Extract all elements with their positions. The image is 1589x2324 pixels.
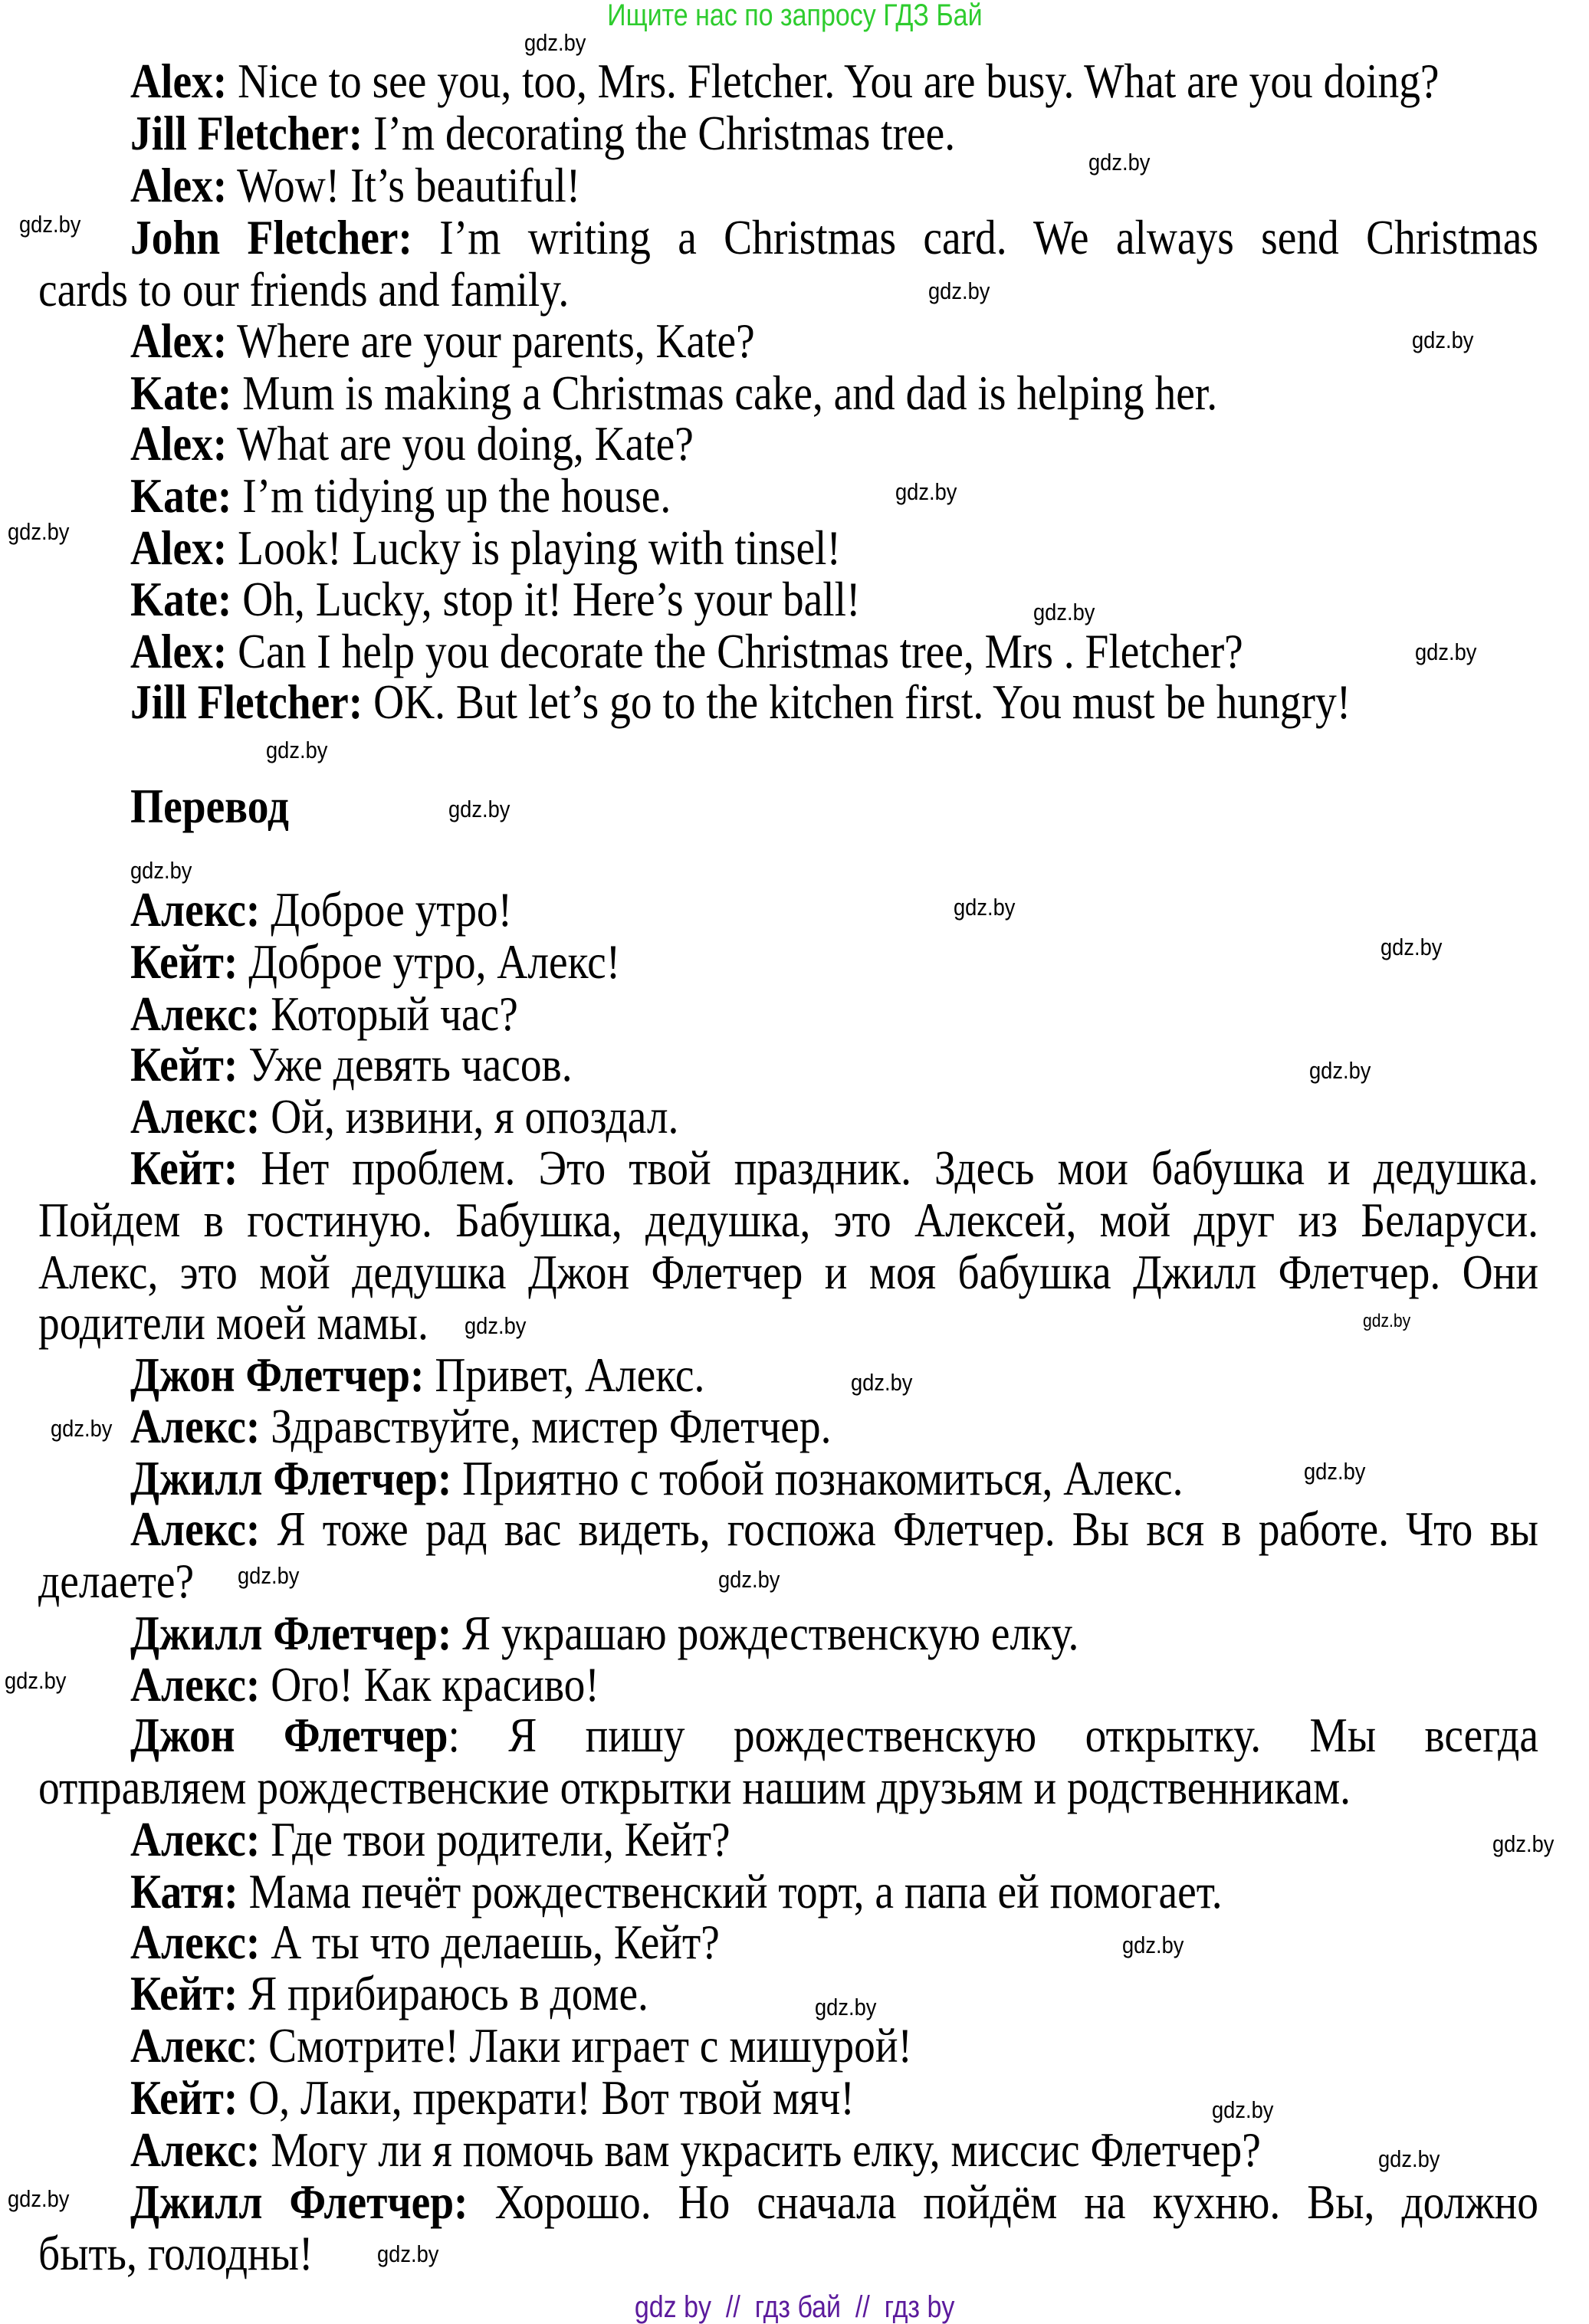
speaker-name: Кейт: [130,1141,238,1195]
line-text: Доброе утро! [260,883,513,937]
dialogue-line [130,1915,720,1969]
watermark-text: gdz.by [266,737,328,763]
dialogue-line [130,1609,1078,1658]
search-banner [0,0,1589,31]
dialogue-line [130,469,671,523]
speaker-name: Alex: [130,625,228,678]
dialogue-line [130,935,621,989]
dialogue-line [130,1865,1223,1919]
line-text: : Смотрите! Лаки играет с мишурой! [245,2019,912,2073]
dialogue-line [130,575,861,624]
watermark-text: gdz.by [1212,2096,1274,2123]
line-text: Where are your parents, Kate? [227,314,755,368]
line-text: cards to our friends and family. [38,263,570,317]
line-text: Здравствуйте, мистер Флетчер. [260,1400,832,1453]
watermark-text: gdz.by [1363,1311,1411,1331]
line-text: Mum is making a Christmas cake, and dad is helping her. [231,366,1218,420]
speaker-name: Джилл Флетчер: [130,2175,468,2229]
speaker-name: Катя: [130,1865,238,1919]
watermark-text: gdz.by [1122,1932,1184,1958]
line-text: Я украшаю рождественскую елку. [451,1607,1079,1660]
speaker-name: Перевод [130,780,289,833]
dialogue-line [130,161,580,210]
speaker-name: Алекс: [130,1915,261,1969]
speaker-name: Джон Флетчер [130,1709,448,1762]
section-heading-translation [130,782,289,831]
speaker-name: Кейт: [130,935,238,989]
watermark-text: gdz.by [1304,1458,1366,1485]
line-text: Могу ли я помочь вам украсить елку, миссис Флетчер? [260,2123,1261,2177]
speaker-name: Джилл Флетчер: [130,1452,452,1505]
line-text: I’m writing a Christmas card. We always send Christmas [412,211,1538,264]
watermark-text: gdz.by [238,1562,300,1589]
line-text: А ты что делаешь, Кейт? [260,1915,720,1969]
speaker-name: Alex: [130,314,228,368]
watermark-text: gdz.by [815,1994,877,2020]
dialogue-line [130,1348,705,1402]
dialogue-line [130,627,1243,676]
dialogue-line [130,213,1538,262]
dialogue-line [130,417,694,471]
watermark-text: gdz.by [8,518,70,545]
line-text: Ого! Как красиво! [260,1658,599,1712]
speaker-name: Alex: [130,54,228,108]
line-text: Приятно с тобой познакомиться, Алекс. [451,1452,1184,1505]
line-text: Я прибираюсь в доме. [238,1967,648,2020]
line-text: родители моей мамы. [38,1296,428,1350]
dialogue-line [38,1763,1351,1812]
dialogue-line [130,366,1218,420]
speaker-name: Кейт: [130,1038,238,1091]
dialogue-line [130,883,513,937]
line-text: Привет, Алекс. [424,1348,705,1402]
speaker-name: Алекс: [130,1813,261,1866]
dialogue-line [130,109,955,158]
dialogue-line [38,263,570,317]
dialogue-line [130,987,518,1041]
line-text: I’m tidying up the house. [231,469,671,523]
watermark-text: gdz.by [19,211,81,238]
watermark-text: gdz.by [1088,149,1151,176]
speaker-name: Kate: [130,573,232,626]
watermark-text: gdz.by [465,1312,527,1339]
line-text: Где твои родители, Кейт? [260,1813,730,1866]
speaker-name: Jill Fletcher: [130,675,363,729]
dialogue-line [130,1969,648,2018]
watermark-text: gdz.by [928,277,990,304]
line-text: О, Лаки, прекрати! Вот твой мяч! [238,2071,855,2125]
watermark-text: gdz.by [954,894,1016,921]
speaker-name: Алекс: [130,987,261,1041]
watermark-text: gdz.by [1415,638,1477,665]
line-text: Я тоже рад вас видеть, госпожа Флетчер. Вы вся в работе. Что вы [260,1502,1538,1556]
dialogue-line [130,314,755,368]
line-text: отправляем рождественские открытки нашим друзьям и родственникам. [38,1761,1351,1814]
watermark-text: gdz.by [718,1566,780,1593]
speaker-name: Kate: [130,366,232,420]
dialogue-line [38,1296,428,1350]
line-text: Алекс, это мой дедушка Джон Флетчер и моя бабушка Джилл Флетчер. Они [38,1246,1538,1299]
speaker-name: Алекс: [130,1502,261,1556]
watermark-text: gdz.by [448,796,511,822]
line-text: Мама печёт рождественский торт, а папа ей помогает. [238,1865,1223,1919]
speaker-name: Алекс: [130,1658,261,1712]
line-text: Уже девять часов. [238,1038,573,1091]
line-text: Хорошо. Но сначала пойдём на кухню. Вы, должно [468,2175,1539,2229]
dialogue-line [130,2175,1539,2229]
dialogue-line [130,1502,1538,1556]
watermark-text: gdz.by [130,857,192,884]
dialogue-line [130,2019,912,2073]
footer-links[interactable]: gdz by // гдз бай // гдз by [634,2290,955,2324]
speaker-name: Алекс [130,2019,246,2073]
watermark-text: gdz.by [377,2240,439,2267]
dialogue-line [130,1040,573,1089]
watermark-text: gdz.by [524,29,586,56]
speaker-name: Кейт: [130,1967,238,2020]
dialogue-line [130,1815,730,1864]
line-text: Wow! It’s beautiful! [227,159,581,212]
watermark-text: gdz.by [1381,934,1443,960]
line-text: Доброе утро, Алекс! [238,935,621,989]
line-text: What are you doing, Kate? [227,417,694,471]
dialogue-line [130,675,1351,729]
watermark-text: gdz.by [1309,1057,1371,1084]
dialogue-line [130,1711,1538,1760]
line-text: Пойдем в гостиную. Бабушка, дедушка, это Алексей, мой друг из Беларуси. [38,1193,1538,1247]
dialogue-line [38,1193,1538,1247]
speaker-name: Джилл Флетчер: [130,1607,452,1660]
line-text: Nice to see you, too, Mrs. Fletcher. You are busy. What are you doing? [227,54,1440,108]
speaker-name: Alex: [130,417,228,471]
dialogue-line [38,1248,1538,1297]
speaker-name: Алекс: [130,1090,261,1144]
speaker-name: Алекс: [130,2123,261,2177]
line-text: Ой, извини, я опоздал. [260,1090,679,1144]
dialogue-line [130,2125,1261,2175]
speaker-name: Jill Fletcher: [130,107,363,160]
line-text: Oh, Lucky, stop it! Here’s your ball! [231,573,861,626]
line-text: Can I help you decorate the Christmas tree, Mrs . Fletcher? [227,625,1243,678]
speaker-name: Алекс: [130,1400,261,1453]
line-text: делаете? [38,1554,195,1608]
watermark-text: gdz.by [1412,327,1474,353]
dialogue-line [130,1402,831,1451]
speaker-name: John Fletcher: [130,211,412,264]
line-text: OK. But let’s go to the kitchen first. You must be hungry! [363,675,1351,729]
line-text: Который час? [260,987,518,1041]
watermark-text: gdz.by [8,2185,70,2212]
speaker-name: Alex: [130,521,228,575]
watermark-text: gdz.by [1033,599,1095,625]
dialogue-line [130,1454,1184,1503]
dialogue-line [130,1141,1538,1195]
watermark-text: gdz.by [1492,1830,1555,1857]
line-text: : Я пишу рождественскую открытку. Мы всегда [448,1709,1538,1762]
watermark-text: gdz.by [895,478,957,505]
dialogue-line [130,521,841,575]
search-banner-text: Ищите нас по запросу ГДЗ Бай [606,0,983,32]
dialogue-line [130,1658,599,1712]
line-text: I’m decorating the Christmas tree. [363,107,956,160]
footer [0,2292,1589,2322]
watermark-text: gdz.by [5,1667,67,1694]
line-text: Нет проблем. Это твой праздник. Здесь мои бабушка и дедушка. [238,1141,1538,1195]
watermark-text: gdz.by [1378,2145,1440,2172]
speaker-name: Kate: [130,469,232,523]
watermark-text: gdz.by [51,1415,113,1442]
dialogue-line [130,2071,855,2125]
line-text: Look! Lucky is playing with tinsel! [227,521,841,575]
dialogue-line [38,2229,313,2278]
speaker-name: Alex: [130,159,228,212]
speaker-name: Джон Флетчер: [130,1348,425,1402]
line-text: быть, голодны! [38,2227,314,2280]
watermark-text: gdz.by [851,1369,913,1396]
speaker-name: Кейт: [130,2071,238,2125]
speaker-name: Алекс: [130,883,261,937]
dialogue-line [130,1090,679,1144]
dialogue-line [38,1554,195,1608]
dialogue-line [130,54,1440,108]
